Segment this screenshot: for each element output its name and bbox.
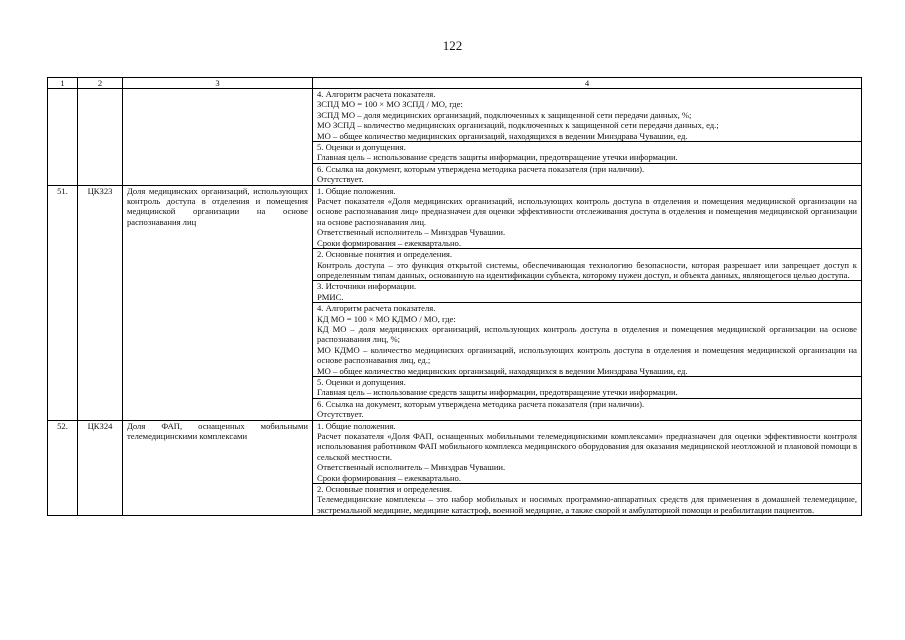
section-text: Контроль доступа – это функция открытой системы, обеспечивающая технологию безопасности, которая разрешает или запрещает доступ к определенным типам данных, основанную на идентификации субъекта, которому нужен доступ, и объекта данных, являющегося целью доступа.: [317, 259, 857, 280]
section-heading: 5. Оценки и допущения.: [317, 142, 406, 153]
header-col-1: 1: [48, 78, 78, 89]
table-header-row: [48, 78, 862, 89]
section-heading: 1. Общие положения.: [317, 420, 396, 431]
section-heading: 2. Основные понятия и определения.: [317, 484, 453, 495]
indicator-name: Доля медицинских организаций, использующих контроль доступа в отделения и помещения медицинской организации на основе распознавания лиц: [123, 185, 313, 420]
indicator-code: ЦКЗ23: [78, 185, 123, 420]
page-number: 122: [442, 38, 463, 53]
section-text: ЗСПД МО = 100 × МО ЗСПД / МО, где:: [317, 99, 463, 110]
section-heading: 1. Общие положения.: [317, 185, 396, 196]
section-heading: 3. Источники информации.: [317, 281, 417, 292]
table-row: [48, 420, 862, 516]
indicator-table-body: [48, 78, 862, 516]
table-row: [48, 185, 862, 420]
section-text: МО – общее количество медицинских организаций, находящихся в ведении Минздрава Чувашии, ед.: [317, 365, 688, 376]
section-text: Отсутствует.: [317, 174, 364, 185]
description-section: [313, 377, 861, 399]
section-text: Телемедицинские комплексы – это набор мобильных и носимых программно-аппаратных средств для применения в домашней телемедицине, экстремальной медицине, медицине катастроф, военной медицине, а также скорой и амбулаторной помощи и реабилитации пациентов.: [317, 494, 857, 515]
section-heading: 6. Ссылка на документ, которым утверждена методика расчета показателя (при наличии).: [317, 163, 645, 174]
indicator-name: [123, 89, 313, 186]
section-heading: 4. Алгоритм расчета показателя.: [317, 303, 436, 314]
section-text: КД МО = 100 × МО КДМО / МО, где:: [317, 313, 456, 324]
section-text: КД МО – доля медицинских организаций, использующих контроль доступа в отделения и помещения медицинской организации на основе распознавания лиц, %;: [317, 323, 857, 345]
section-heading: 6. Ссылка на документ, которым утверждена методика расчета показателя (при наличии).: [317, 398, 645, 409]
indicator-description: [313, 89, 862, 186]
description-section: [313, 399, 861, 420]
row-number: 51.: [48, 185, 78, 420]
description-section: [313, 142, 861, 164]
section-text: Расчет показателя «Доля ФАП, оснащенных мобильными телемедицинскими комплексами» предназначен для оценки эффективности контроля использования работником ФАП мобильного комплекса медицинского оборудования для оказания медицинской неотложной и плановой помощи в сельской местности.: [317, 431, 857, 462]
section-text: РМИС.: [317, 291, 344, 302]
indicator-code: [78, 89, 123, 186]
section-text: ЗСПД МО – доля медицинских организаций, подключенных к защищенной сети передачи данных, %;: [317, 109, 692, 120]
description-section: [313, 484, 861, 515]
section-text: Сроки формирования – ежеквартально.: [317, 237, 461, 248]
indicator-description: [313, 420, 862, 516]
description-section: [313, 186, 861, 249]
indicator-code: ЦКЗ24: [78, 420, 123, 516]
description-section: [313, 164, 861, 185]
row-number: [48, 89, 78, 186]
header-col-3: 3: [123, 78, 313, 89]
indicator-table: [47, 77, 862, 516]
section-text: МО КДМО – количество медицинских организаций, использующих контроль доступа в отделения и помещения медицинской организации на основе распознавания лиц, ед.;: [317, 344, 857, 366]
description-section: [313, 249, 861, 281]
section-text: Расчет показателя «Доля медицинских организаций, использующих контроль доступа в отделения и помещения медицинской организации на основе распознавания лиц» предназначен для оценки эффективности отслеживания доступа в отделения и помещения медицинской организации на основе распознавания лиц.: [317, 196, 857, 227]
description-section: [313, 421, 861, 484]
section-text: Ответственный исполнитель – Минздрав Чувашии.: [317, 227, 506, 238]
indicator-description: [313, 185, 862, 420]
indicator-name: Доля ФАП, оснащенных мобильными телемедицинскими комплексами: [123, 420, 313, 516]
header-col-2: 2: [78, 78, 123, 89]
description-section: [313, 89, 861, 142]
section-text: Главная цель – использование средств защиты информации, предотвращение утечки информации.: [317, 387, 678, 398]
description-section: [313, 303, 861, 377]
section-text: Сроки формирования – ежеквартально.: [317, 472, 461, 483]
row-number: 52.: [48, 420, 78, 516]
section-heading: 5. Оценки и допущения.: [317, 376, 406, 387]
section-text: МО – общее количество медицинских организаций, находящихся в ведении Минздрава Чувашии, ед.: [317, 130, 688, 141]
section-text: Главная цель – использование средств защиты информации, предотвращение утечки информации.: [317, 152, 678, 163]
section-heading: 4. Алгоритм расчета показателя.: [317, 89, 436, 99]
header-col-4: 4: [313, 78, 862, 89]
section-text: Отсутствует.: [317, 409, 364, 420]
section-text: Ответственный исполнитель – Минздрав Чувашии.: [317, 462, 506, 473]
description-section: [313, 281, 861, 303]
section-heading: 2. Основные понятия и определения.: [317, 249, 453, 260]
table-row: [48, 89, 862, 186]
section-text: МО ЗСПД – количество медицинских организаций, подключенных к защищенной сети передачи данных, ед.;: [317, 120, 719, 131]
